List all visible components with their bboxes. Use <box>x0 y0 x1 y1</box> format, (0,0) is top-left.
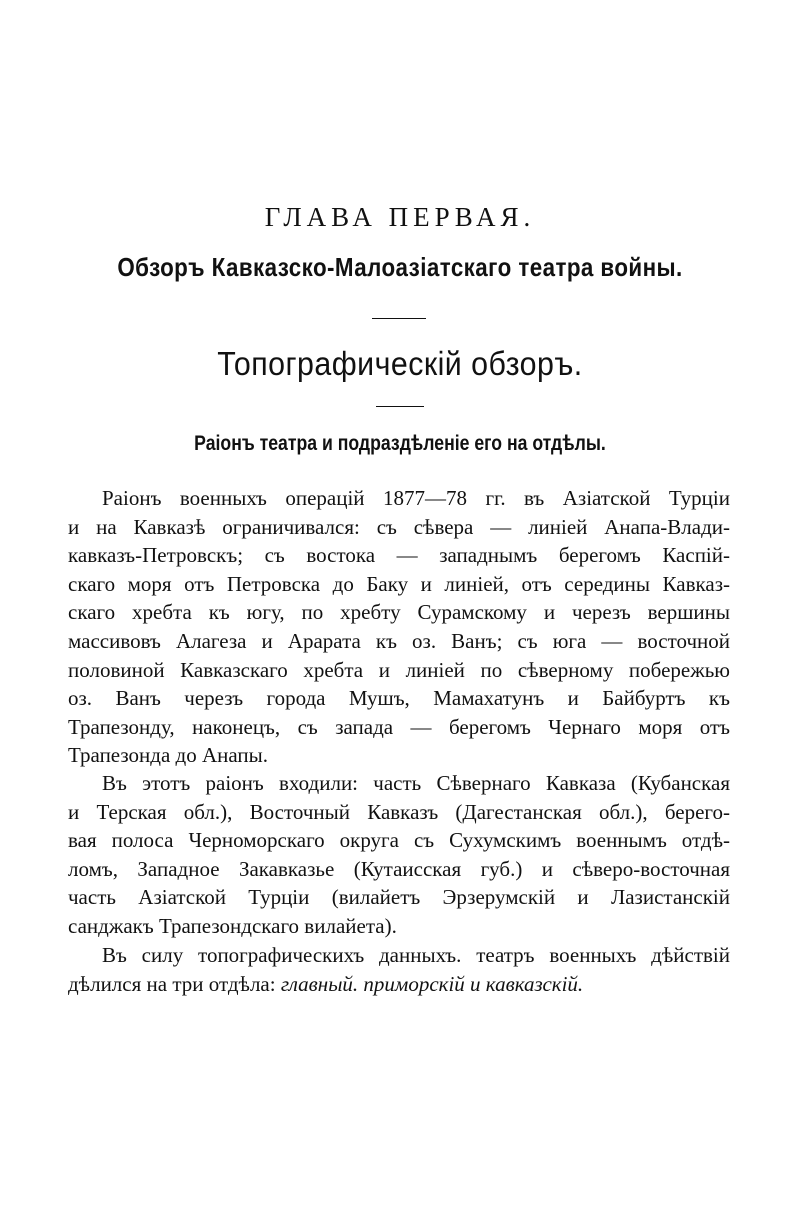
section-title: Топографическій обзоръ. <box>217 345 583 382</box>
text-line: кавказъ-Петровскъ; съ востока — западнымъ берегомъ Каспій- <box>68 543 730 568</box>
text-line: часть Азіатской Турціи (вилайетъ Эрзерумскій и Лазистанскій <box>68 885 730 910</box>
text-line: массивовъ Алагеза и Арарата къ оз. Ванъ; съ юга — восточной <box>68 628 730 653</box>
text-line: Трапезонду, наконецъ, съ запада — берегомъ Чернаго моря отъ <box>68 714 730 739</box>
text-line: санджакъ Трапезондскаго вилайета). <box>68 913 397 938</box>
divider-rule <box>372 318 426 319</box>
text-line: Въ этотъ раіонъ входили: часть Сѣвернаго Кавказа (Кубанская <box>102 771 730 795</box>
text-line: и на Кавказѣ ограничивался: съ сѣвера — линіей Анапа-Влади- <box>68 514 730 539</box>
divider-rule <box>376 406 424 407</box>
italic-span: главный. приморскій и кавказскій. <box>280 971 584 996</box>
chapter-label: ГЛАВА ПЕРВАЯ. <box>264 202 536 232</box>
text-span: дѣлился на три отдѣла: <box>68 971 281 996</box>
chapter-title: Обзоръ Кавказско-Малоазіатскаго театра войны. <box>117 252 683 282</box>
paragraph-3 <box>68 941 730 998</box>
text-line: и Терская обл.), Восточный Кавказъ (Дагестанская обл.), берего- <box>68 799 730 824</box>
paragraph-2 <box>68 769 730 941</box>
text-line: Раіонъ военныхъ операцій 1877—78 гг. въ Азіатской Турціи <box>102 486 730 510</box>
text-line <box>68 970 730 999</box>
subsection-title: Раіонъ театра и подраздѣленіе его на отдѣлы. <box>194 432 606 455</box>
text-line: скаго моря отъ Петровска до Баку и линіей, отъ середины Кавказ- <box>68 571 730 596</box>
text-line: скаго хребта къ югу, по хребту Сурамскому и черезъ вершины <box>68 600 730 625</box>
text-line: Въ силу топографическихъ данныхъ. театръ военныхъ дѣйствій <box>102 943 730 967</box>
paragraph-1 <box>68 484 730 770</box>
text-line: половиной Кавказскаго хребта и линіей по сѣверному побережью <box>68 657 730 682</box>
text-line: вая полоса Черноморскаго округа съ Сухумскимъ военнымъ отдѣ- <box>68 828 730 853</box>
text-line: ломъ, Западное Закавказье (Кутаисская губ.) и сѣверо-восточная <box>68 856 730 881</box>
text-line: оз. Ванъ черезъ города Мушъ, Мамахатунъ и Байбуртъ къ <box>68 686 730 711</box>
text-line: Трапезонда до Анапы. <box>68 743 269 768</box>
